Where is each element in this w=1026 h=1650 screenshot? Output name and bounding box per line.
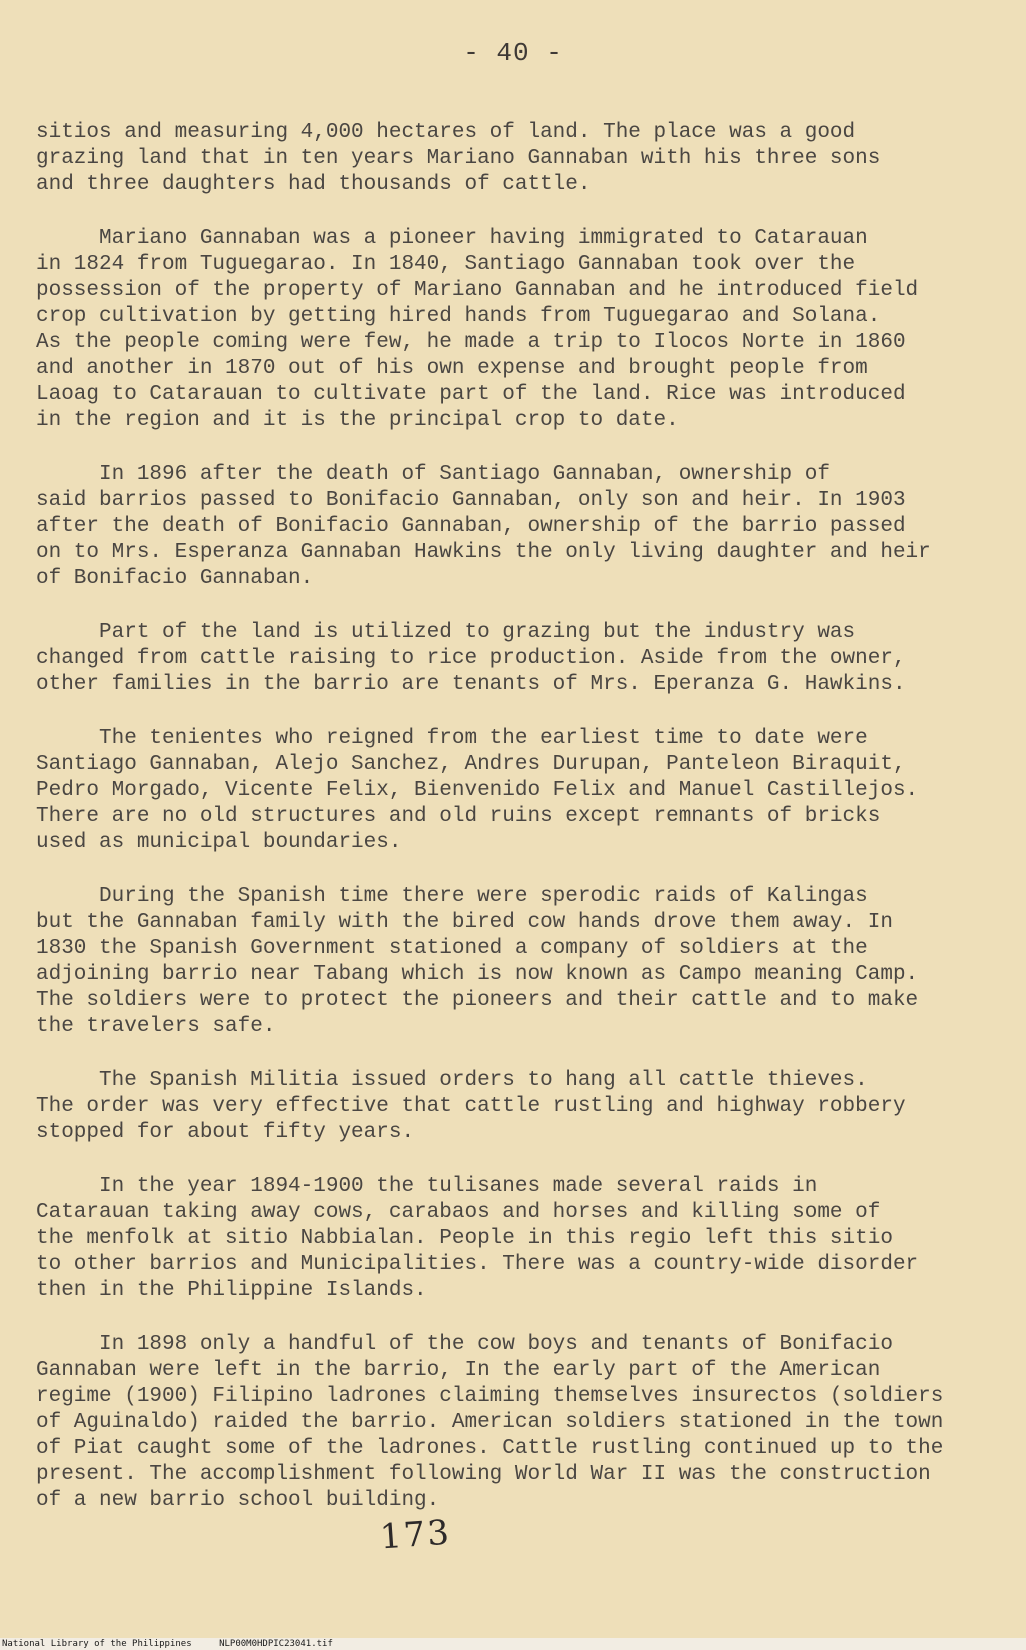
text-line: The Spanish Militia issued orders to hang all cattle thieves.	[36, 1069, 868, 1092]
footer-library-name: National Library of the Philippines	[2, 1639, 192, 1649]
text-line: then in the Philippine Islands.	[36, 1279, 427, 1302]
text-line: In 1898 only a handful of the cow boys and tenants of Bonifacio	[36, 1333, 893, 1356]
paragraph	[36, 726, 986, 856]
text-line: Part of the land is utilized to grazing but the industry was	[36, 621, 856, 644]
paragraph	[36, 1068, 986, 1146]
text-line: of Piat caught some of the ladrones. Cattle rustling continued up to the	[36, 1437, 944, 1460]
paragraph	[36, 120, 986, 198]
text-line: changed from cattle raising to rice production. Aside from the owner,	[36, 647, 906, 670]
text-line: of a new barrio school building.	[36, 1489, 440, 1512]
page-number: - 40 -	[463, 38, 563, 68]
text-line: other families in the barrio are tenants of Mrs. Eperanza G. Hawkins.	[36, 673, 906, 696]
text-line: but the Gannaban family with the bired cow hands drove them away. In	[36, 911, 893, 934]
text-line: and another in 1870 out of his own expense and brought people from	[36, 357, 868, 380]
handwritten-page-number: 173	[378, 1512, 453, 1558]
scan-footer	[0, 1638, 1026, 1650]
text-line: present. The accomplishment following World War II was the construction	[36, 1463, 931, 1486]
text-line: The order was very effective that cattle rustling and highway robbery	[36, 1095, 906, 1118]
text-line: Pedro Morgado, Vicente Felix, Bienvenido Felix and Manuel Castillejos.	[36, 779, 919, 802]
text-line: 1830 the Spanish Government stationed a company of soldiers at the	[36, 937, 868, 960]
document-body	[36, 120, 986, 1542]
text-line: In 1896 after the death of Santiago Gannaban, ownership of	[36, 463, 830, 486]
text-line: Mariano Gannaban was a pioneer having immigrated to Catarauan	[36, 227, 868, 250]
text-line: The tenientes who reigned from the earliest time to date were	[36, 727, 868, 750]
text-line: The soldiers were to protect the pioneers and their cattle and to make	[36, 989, 919, 1012]
paragraph	[36, 884, 986, 1040]
text-line: to other barrios and Municipalities. There was a country-wide disorder	[36, 1253, 919, 1276]
footer-file-id: NLP00M0HDPIC23041.tif	[219, 1639, 333, 1649]
text-line: possession of the property of Mariano Gannaban and he introduced field	[36, 279, 919, 302]
text-line: crop cultivation by getting hired hands from Tuguegarao and Solana.	[36, 305, 881, 328]
text-line: after the death of Bonifacio Gannaban, ownership of the barrio passed	[36, 515, 906, 538]
text-line: Catarauan taking away cows, carabaos and horses and killing some of	[36, 1201, 881, 1224]
text-line: regime (1900) Filipino ladrones claiming themselves insurectos (soldiers	[36, 1385, 944, 1408]
paragraph	[36, 620, 986, 698]
text-line: In the year 1894-1900 the tulisanes made several raids in	[36, 1175, 818, 1198]
text-line: adjoining barrio near Tabang which is now known as Campo meaning Camp.	[36, 963, 919, 986]
text-line: During the Spanish time there were sperodic raids of Kalingas	[36, 885, 868, 908]
text-line: of Bonifacio Gannaban.	[36, 567, 314, 590]
paragraph	[36, 1332, 986, 1514]
text-line: sitios and measuring 4,000 hectares of land. The place was a good	[36, 121, 856, 144]
text-line: Laoag to Catarauan to cultivate part of the land. Rice was introduced	[36, 383, 906, 406]
text-line: of Aguinaldo) raided the barrio. American soldiers stationed in the town	[36, 1411, 944, 1434]
paragraph	[36, 462, 986, 592]
text-line: said barrios passed to Bonifacio Gannaban, only son and heir. In 1903	[36, 489, 906, 512]
text-line: As the people coming were few, he made a trip to Ilocos Norte in 1860	[36, 331, 906, 354]
text-line: Gannaban were left in the barrio, In the early part of the American	[36, 1359, 881, 1382]
text-line: There are no old structures and old ruins except remnants of bricks	[36, 805, 881, 828]
text-line: used as municipal boundaries.	[36, 831, 402, 854]
text-line: the menfolk at sitio Nabbialan. People in this regio left this sitio	[36, 1227, 893, 1250]
paragraph	[36, 1174, 986, 1304]
text-line: grazing land that in ten years Mariano Gannaban with his three sons	[36, 147, 881, 170]
text-line: stopped for about fifty years.	[36, 1121, 415, 1144]
text-line: Santiago Gannaban, Alejo Sanchez, Andres Durupan, Panteleon Biraquit,	[36, 753, 906, 776]
text-line: in the region and it is the principal crop to date.	[36, 409, 679, 432]
text-line: on to Mrs. Esperanza Gannaban Hawkins the only living daughter and heir	[36, 541, 931, 564]
text-line: the travelers safe.	[36, 1015, 276, 1038]
text-line: and three daughters had thousands of cattle.	[36, 173, 591, 196]
paragraph	[36, 226, 986, 434]
text-line: in 1824 from Tuguegarao. In 1840, Santiago Gannaban took over the	[36, 253, 856, 276]
